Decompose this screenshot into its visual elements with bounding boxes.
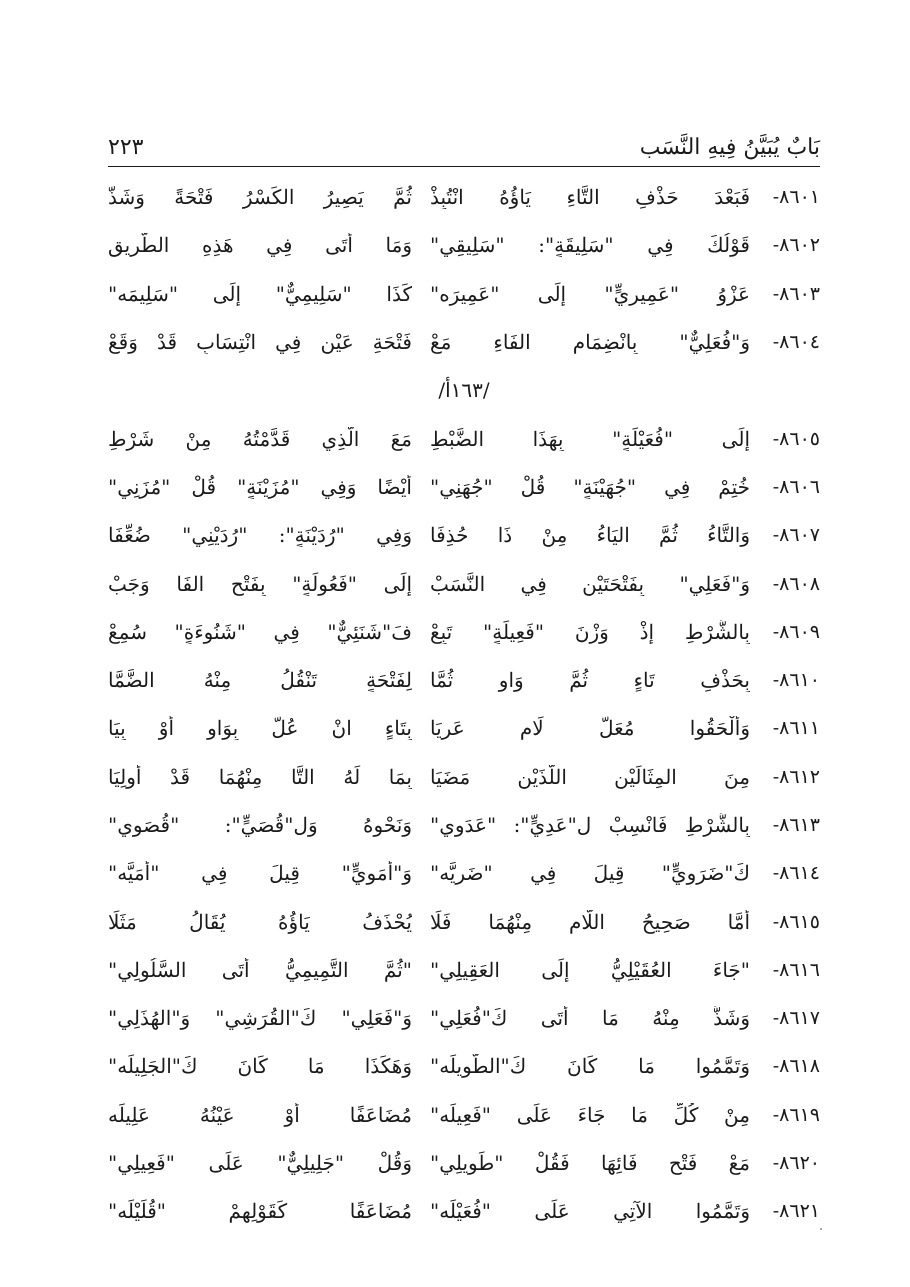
- second-hemistich: وَنَحْوِهُ وَلِ"قُصَيٍّ": "قُصَوِي": [108, 813, 412, 837]
- verse-number: ٨٦١١-: [772, 717, 820, 740]
- second-hemistich: بِتَاءٍ انْ عُلَّ بِوَاوٍ أَوْ بِيَا: [108, 716, 412, 741]
- second-hemistich: وَ"فَعَلِي" كَ"القُرَشِي" وَ"الهُذَلِي": [108, 1006, 412, 1031]
- verse-line: [108, 463, 820, 511]
- running-header: [108, 128, 820, 167]
- second-hemistich: مُضَاعَفًا كَقَوْلِهِمْ "قُلَيْلَه": [108, 1199, 412, 1224]
- first-hemistich: فَبَعْدَ حَذْفِ التَّاءِ يَاؤُهُ انْتُبِذْ: [430, 185, 750, 210]
- verse-line: [108, 897, 820, 945]
- second-hemistich: لِفَتْحَةٍ تَنْقُلُ مِنْهُ الضَّمَّا: [108, 668, 412, 693]
- first-hemistich: أَمَّا صَحِيحُ اللَّامِ مِنْهُمَا فَلَا: [430, 909, 750, 934]
- first-hemistich: "جَاءَ العُقَيْلِيُّ إِلَى العَقِيلِي": [430, 957, 750, 982]
- verse-number: ٨٦٠١-: [772, 186, 820, 209]
- verse-line: [108, 1187, 820, 1235]
- verse-number: ٨٦١٧-: [772, 1007, 820, 1030]
- second-hemistich: أَيْضًا وَفِي "مُزَيْنَةٍ" قُلْ "مُزَنِي": [108, 474, 412, 499]
- verse-line: [108, 221, 820, 269]
- verse-line: [108, 946, 820, 994]
- verse-line: [108, 801, 820, 849]
- verse-line: [108, 994, 820, 1042]
- second-hemistich: يُحْذَفُ يَاؤُهُ يُقَالُ مَثَلَا: [108, 909, 412, 934]
- verse-line: [108, 1091, 820, 1139]
- second-hemistich: وَفِي "رُدَيْنَةٍ": "رُدَيْنِي" ضُعِّفَا: [108, 523, 412, 548]
- book-page: [108, 128, 820, 1236]
- first-hemistich: مِنَ المِثَالَيْنِ اللَّذَيْنِ مَضَيَا: [430, 764, 750, 789]
- verse-line: [108, 656, 820, 704]
- second-hemistich: وَهَكَذَا مَا كَانَ كَ"الجَلِيلَه": [108, 1054, 412, 1079]
- verse-line: [108, 1139, 820, 1187]
- verse-number: ٨٦٠٧-: [772, 524, 820, 547]
- verse-number: ٨٦١٦-: [772, 958, 820, 981]
- second-hemistich: وَقُلْ "جَلِيلِيٌّ" عَلَى "فَعِيلِي": [108, 1151, 412, 1176]
- verse-number: ٨٦٠٣-: [772, 282, 820, 305]
- verse-line: [108, 511, 820, 559]
- chapter-title: بَابٌ يُبَيَّنُ فِيهِ النَّسَب: [639, 135, 820, 160]
- first-hemistich: بِالشَّرْطِ فَانْسِبْ لِ"عَدِيٍّ": "عَدَوِي": [430, 813, 750, 837]
- second-hemistich: كَذَا "سَلِيمِيٌّ" إِلَى "سَلِيمَه": [108, 281, 412, 306]
- second-hemistich: بِمَا لَهُ التَّا مِنْهُمَا قَدْ أُولِيَا: [108, 764, 412, 789]
- verse-number: ٨٦٠٦-: [772, 475, 820, 498]
- first-hemistich: بِحَذْفِ تَاءٍ ثُمَّ وَاوٍ ثُمَّا: [430, 668, 750, 693]
- verse-number: ٨٦٠٨-: [772, 572, 820, 595]
- verse-number: ٨٦١٩-: [772, 1103, 820, 1126]
- verse-number: ٨٦١٠-: [772, 669, 820, 692]
- first-hemistich: مِنْ كُلِّ مَا جَاءَ عَلَى "فَعِيلَه": [430, 1102, 750, 1127]
- page-number: ٢٢٣: [108, 135, 144, 160]
- second-hemistich: فَ"شَنَئِيٌّ" فِي "شَنُوءَةٍ" سُمِعْ: [108, 619, 412, 644]
- first-hemistich: وَ"فَعَلِي" بِفَتْحَتَيْنِ فِي النَّسَبْ: [430, 571, 750, 596]
- verse-number: ٨٦٠٥-: [772, 427, 820, 450]
- folio-marker: /١٦٣أ/: [438, 378, 490, 403]
- page-speck: [820, 1228, 822, 1230]
- verse-line: [108, 559, 820, 607]
- second-hemistich: إِلَى "فَعُولَةٍ" بِفَتْحِ الفَا وَجَبْ: [108, 571, 412, 596]
- verse-line: [108, 1042, 820, 1090]
- first-hemistich: خُتِمْ فِي "جُهَيْنَةٍ" قُلْ "جُهَنِي": [430, 474, 750, 499]
- first-hemistich: وَتَمَّمُوا مَا كَانَ كَ"الطَّوِيلَه": [430, 1054, 750, 1079]
- verse-line: [108, 414, 820, 462]
- verse-number: ٨٦٠٢-: [772, 234, 820, 257]
- verse-number: ٨٦١٤-: [772, 862, 820, 885]
- verse-number: ٨٦٠٤-: [772, 331, 820, 354]
- verse-line: [108, 608, 820, 656]
- second-hemistich: مُضَاعَفًا أَوْ عَيْنُهُ عَلِيلَه: [108, 1102, 412, 1127]
- first-hemistich: قَوْلُكَ فِي "سَلِيقَةٍ": "سَلِيقِي": [430, 233, 750, 258]
- first-hemistich: وَ"فُعَلِيٌّ" بِانْضِمَامِ الفَاءِ مَعْ: [430, 330, 750, 355]
- first-hemistich: وَتَمَّمُوا الآتِي عَلَى "فُعَيْلَه": [430, 1199, 750, 1224]
- first-hemistich: إِلَى "فُعَيْلَةٍ" بِهَذَا الضَّبْطِ: [430, 426, 750, 451]
- second-hemistich: وَمَا أَتَى فِي هَذِهِ الطَّرِيقِ: [108, 233, 412, 258]
- first-hemistich: عَزْوُ "عَمِيرِيٍّ" إِلَى "عَمِيرَه": [430, 281, 750, 306]
- first-hemistich: وَشَذَّ مِنْهُ مَا أَتَى كَ"فُعَلِي": [430, 1006, 750, 1031]
- verse-number: ٨٦١٢-: [772, 765, 820, 788]
- verse-number: ٨٦١٥-: [772, 910, 820, 933]
- verse-number: ٨٦٢١-: [772, 1200, 820, 1223]
- first-hemistich: كَ"ضَرَوِيٍّ" قِيلَ فِي "ضَرِيَّه": [430, 861, 750, 886]
- first-hemistich: وَأَلْحَقُوا مُعَلَّ لَامٍ عَرِيَا: [430, 716, 750, 741]
- verse-number: ٨٦١٨-: [772, 1055, 820, 1078]
- second-hemistich: ثُمَّ يَصِيرُ الكَسْرُ فَتْحَةً وَشَذّ: [108, 185, 412, 210]
- verse-line: [108, 753, 820, 801]
- second-hemistich: وَ"أُمَوِيٍّ" قِيلَ فِي "أُمَيَّه": [108, 861, 412, 886]
- verse-list: [108, 173, 820, 1236]
- verse-line: [108, 318, 820, 366]
- verse-number: ٨٦٢٠-: [772, 1152, 820, 1175]
- first-hemistich: وَالتَّاءُ ثُمَّ اليَاءُ مِنْ ذَا حُذِفَا: [430, 523, 750, 548]
- verse-line: [108, 849, 820, 897]
- second-hemistich: مَعَ الَّذِي قَدَّمْتُهُ مِنْ شَرْطِ: [108, 426, 412, 451]
- verse-line: [108, 173, 820, 221]
- first-hemistich: مَعْ فَتْحِ فَائِهَا فَقُلْ "طَوِيلِي": [430, 1151, 750, 1176]
- verse-line: [108, 270, 820, 318]
- verse-number: ٨٦٠٩-: [772, 620, 820, 643]
- second-hemistich: فَتْحَةِ عَيْنٍ فِي انْتِسَابٍ قَدْ وَقَعْ: [108, 330, 412, 355]
- second-hemistich: "ثُمَّ التَّمِيمِيُّ أَتَى السَّلُولِي": [108, 957, 412, 982]
- verse-number: ٨٦١٣-: [772, 814, 820, 836]
- verse-line: [108, 704, 820, 752]
- first-hemistich: بِالشَّرْطِ إِذْ وَزْنَ "فَعِيلَةٍ" تَبِعْ: [430, 619, 750, 644]
